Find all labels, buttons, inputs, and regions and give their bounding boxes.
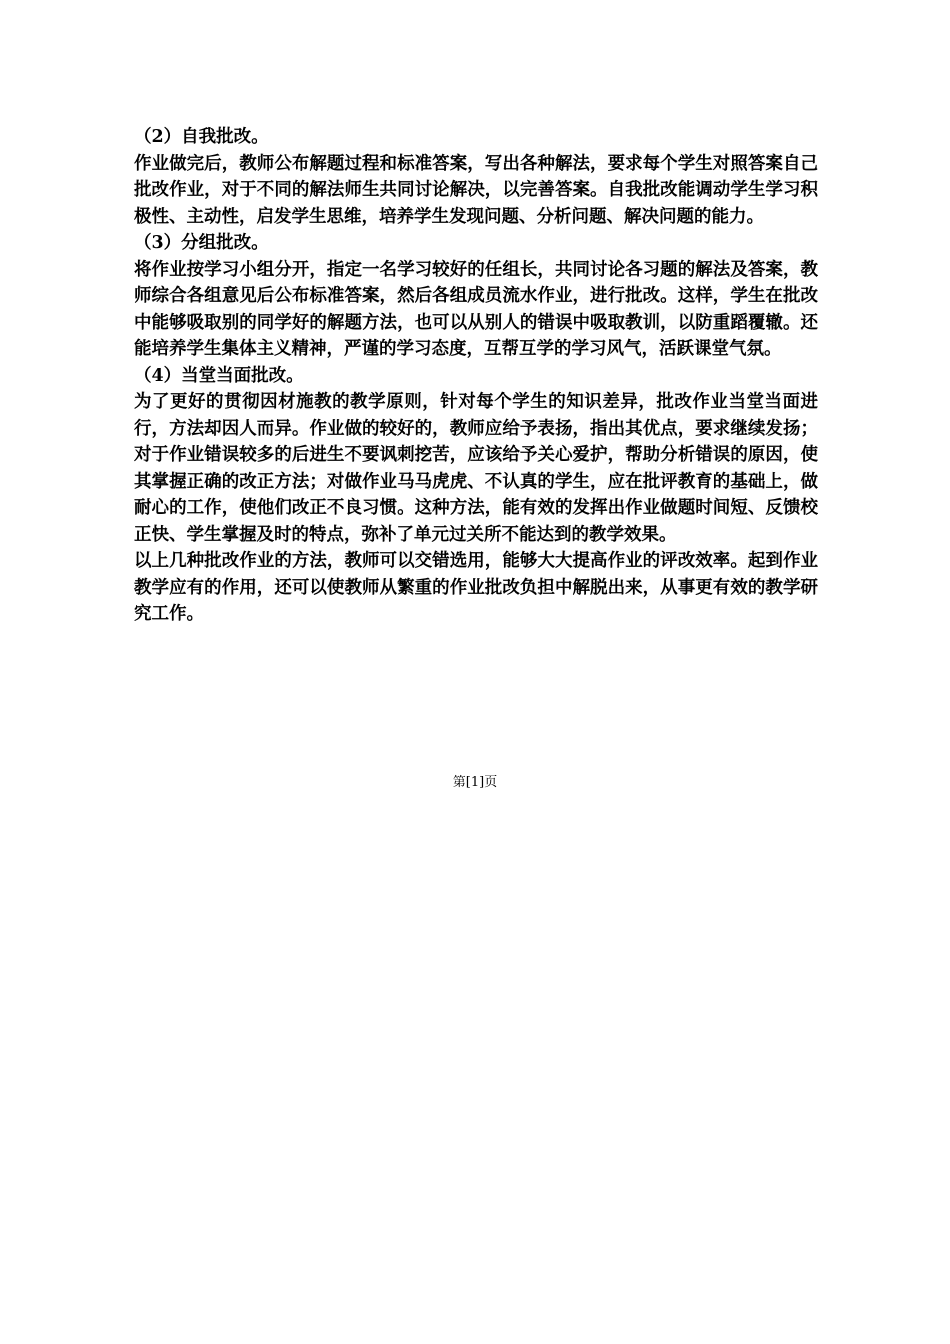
section-body-in-class-correction: 为了更好的贯彻因材施教的教学原则，针对每个学生的知识差异，批改作业当堂当面进行，方法却因人而异。作业做的较好的，教师应给予表扬，指出其优点，要求继续发扬；对于作业错误较多的后进生不要讽刺挖苦，应该给予关心爱护，帮助分析错误的原因，使其掌握正确的改正方法；对做作业马马虎虎、不认真的学生，应在批评教育的基础上，做耐心的工作，使他们改正不良习惯。这种方法，能有效的发挥出作业做题时间短、反馈校正快、学生掌握及时的特点，弥补了单元过关所不能达到的教学效果。	[134, 392, 818, 545]
section-heading-group-correction: （3）分组批改。	[134, 233, 269, 253]
page-number-footer: 第[1]页	[452, 775, 498, 790]
conclusion-paragraph: 以上几种批改作业的方法，教师可以交错选用，能够大大提高作业的评改效率。起到作业教学应有的作用，还可以使教师从繁重的作业批改负担中解脱出来，从事更有效的教学研究工作。	[134, 551, 818, 624]
section-body-group-correction: 将作业按学习小组分开，指定一名学习较好的任组长，共同讨论各习题的解法及答案，教师综合各组意见后公布标准答案，然后各组成员流水作业，进行批改。这样，学生在批改中能够吸取别的同学好的解题方法，也可以从别人的错误中吸取教训，以防重蹈覆辙。还能培养学生集体主义精神，严谨的学习态度，互帮互学的学习风气，活跃课堂气氛。	[134, 259, 818, 359]
section-body-self-correction: 作业做完后，教师公布解题过程和标准答案，写出各种解法，要求每个学生对照答案自己批改作业，对于不同的解法师生共同讨论解决，以完善答案。自我批改能调动学生学习积极性、主动性，启发学生思维，培养学生发现问题、分析问题、解决问题的能力。	[134, 153, 818, 227]
document-body	[134, 124, 818, 628]
section-heading-in-class-correction: （4）当堂当面批改。	[134, 365, 304, 386]
section-heading-self-correction: （2）自我批改。	[134, 127, 269, 147]
